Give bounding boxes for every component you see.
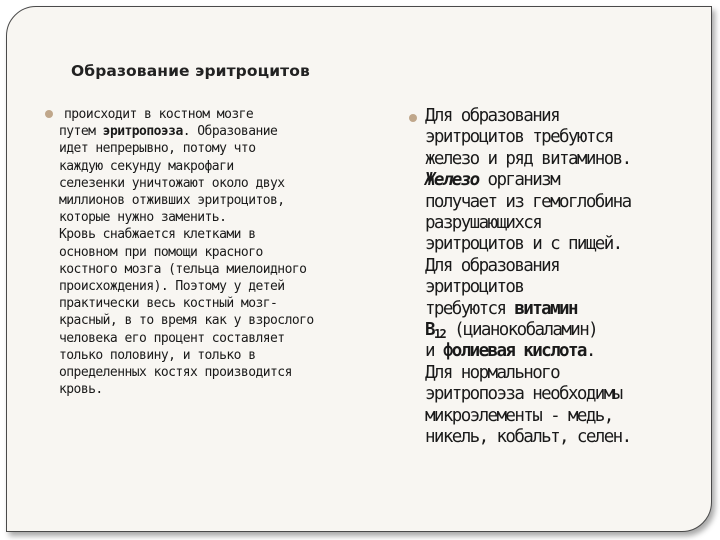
left-line: путем эритропоэза. Образование	[59, 124, 278, 140]
right-line: требуются витамин	[425, 298, 577, 319]
left-line: происходит в костном мозге	[64, 107, 254, 122]
right-line: эритропоэза необходимы	[425, 384, 622, 405]
left-line: селезенки уничтожают около двух	[59, 175, 285, 191]
left-line: основном при помощи красного	[59, 244, 263, 260]
left-line: идет непрерывно, потому что	[59, 141, 256, 157]
left-line: Кровь снабжается клетками в	[59, 227, 256, 243]
right-line: Для образования	[425, 106, 560, 126]
term-erythropoiesis: эритропоэза	[102, 124, 183, 140]
left-line: определенных костях производится	[59, 365, 292, 381]
right-line: железо и ряд витаминов.	[425, 148, 631, 169]
right-paragraph	[425, 106, 709, 449]
term-folic-acid: фолиевая кислота	[442, 341, 586, 362]
left-line: миллионов отживших эритроцитов,	[59, 193, 285, 209]
left-line: красный, в то время как у взрослого	[59, 313, 314, 329]
right-line: $В_{12}$ (цианокобаламин)	[425, 320, 598, 342]
left-line: практически весь костный мозг-	[59, 296, 278, 312]
left-column	[45, 106, 377, 398]
left-line: которые нужно заменить.	[59, 210, 227, 226]
right-line: получает из гемоглобина	[425, 191, 631, 212]
term-iron: Железо	[425, 170, 479, 191]
left-line: каждую секунду макрофаги	[59, 158, 234, 174]
right-line: никель, кобальт, селен.	[425, 427, 631, 448]
right-line: разрушающихся	[425, 213, 542, 234]
left-line: человека его процент составляет	[59, 330, 285, 346]
right-line: Для нормального	[425, 362, 560, 383]
right-line: и фолиевая кислота.	[425, 341, 595, 362]
right-line: эритроцитов требуются	[425, 127, 613, 148]
term-vitamin: витамин	[514, 298, 577, 319]
left-paragraph	[59, 106, 377, 398]
bullet-icon	[409, 114, 417, 122]
term-b: В	[425, 320, 434, 341]
right-line: эритроцитов	[425, 277, 524, 298]
left-line: костного мозга (тельца миелоидного	[59, 261, 307, 277]
right-line: микроэлементы - медь,	[425, 405, 613, 426]
slide-frame	[6, 6, 712, 532]
slide-title: Образование эритроцитов	[71, 62, 310, 80]
term-b-subscript: 12	[433, 327, 446, 342]
left-line: происхождения). Поэтому у детей	[59, 279, 285, 295]
left-line: только половину, и только в	[59, 347, 256, 363]
right-line: Для образования	[425, 255, 560, 276]
right-line: Железо организм	[425, 170, 560, 191]
bullet-icon	[45, 110, 53, 118]
right-line: эритроцитов и с пищей.	[425, 234, 622, 255]
right-column	[409, 106, 709, 449]
left-line: кровь.	[59, 382, 103, 398]
